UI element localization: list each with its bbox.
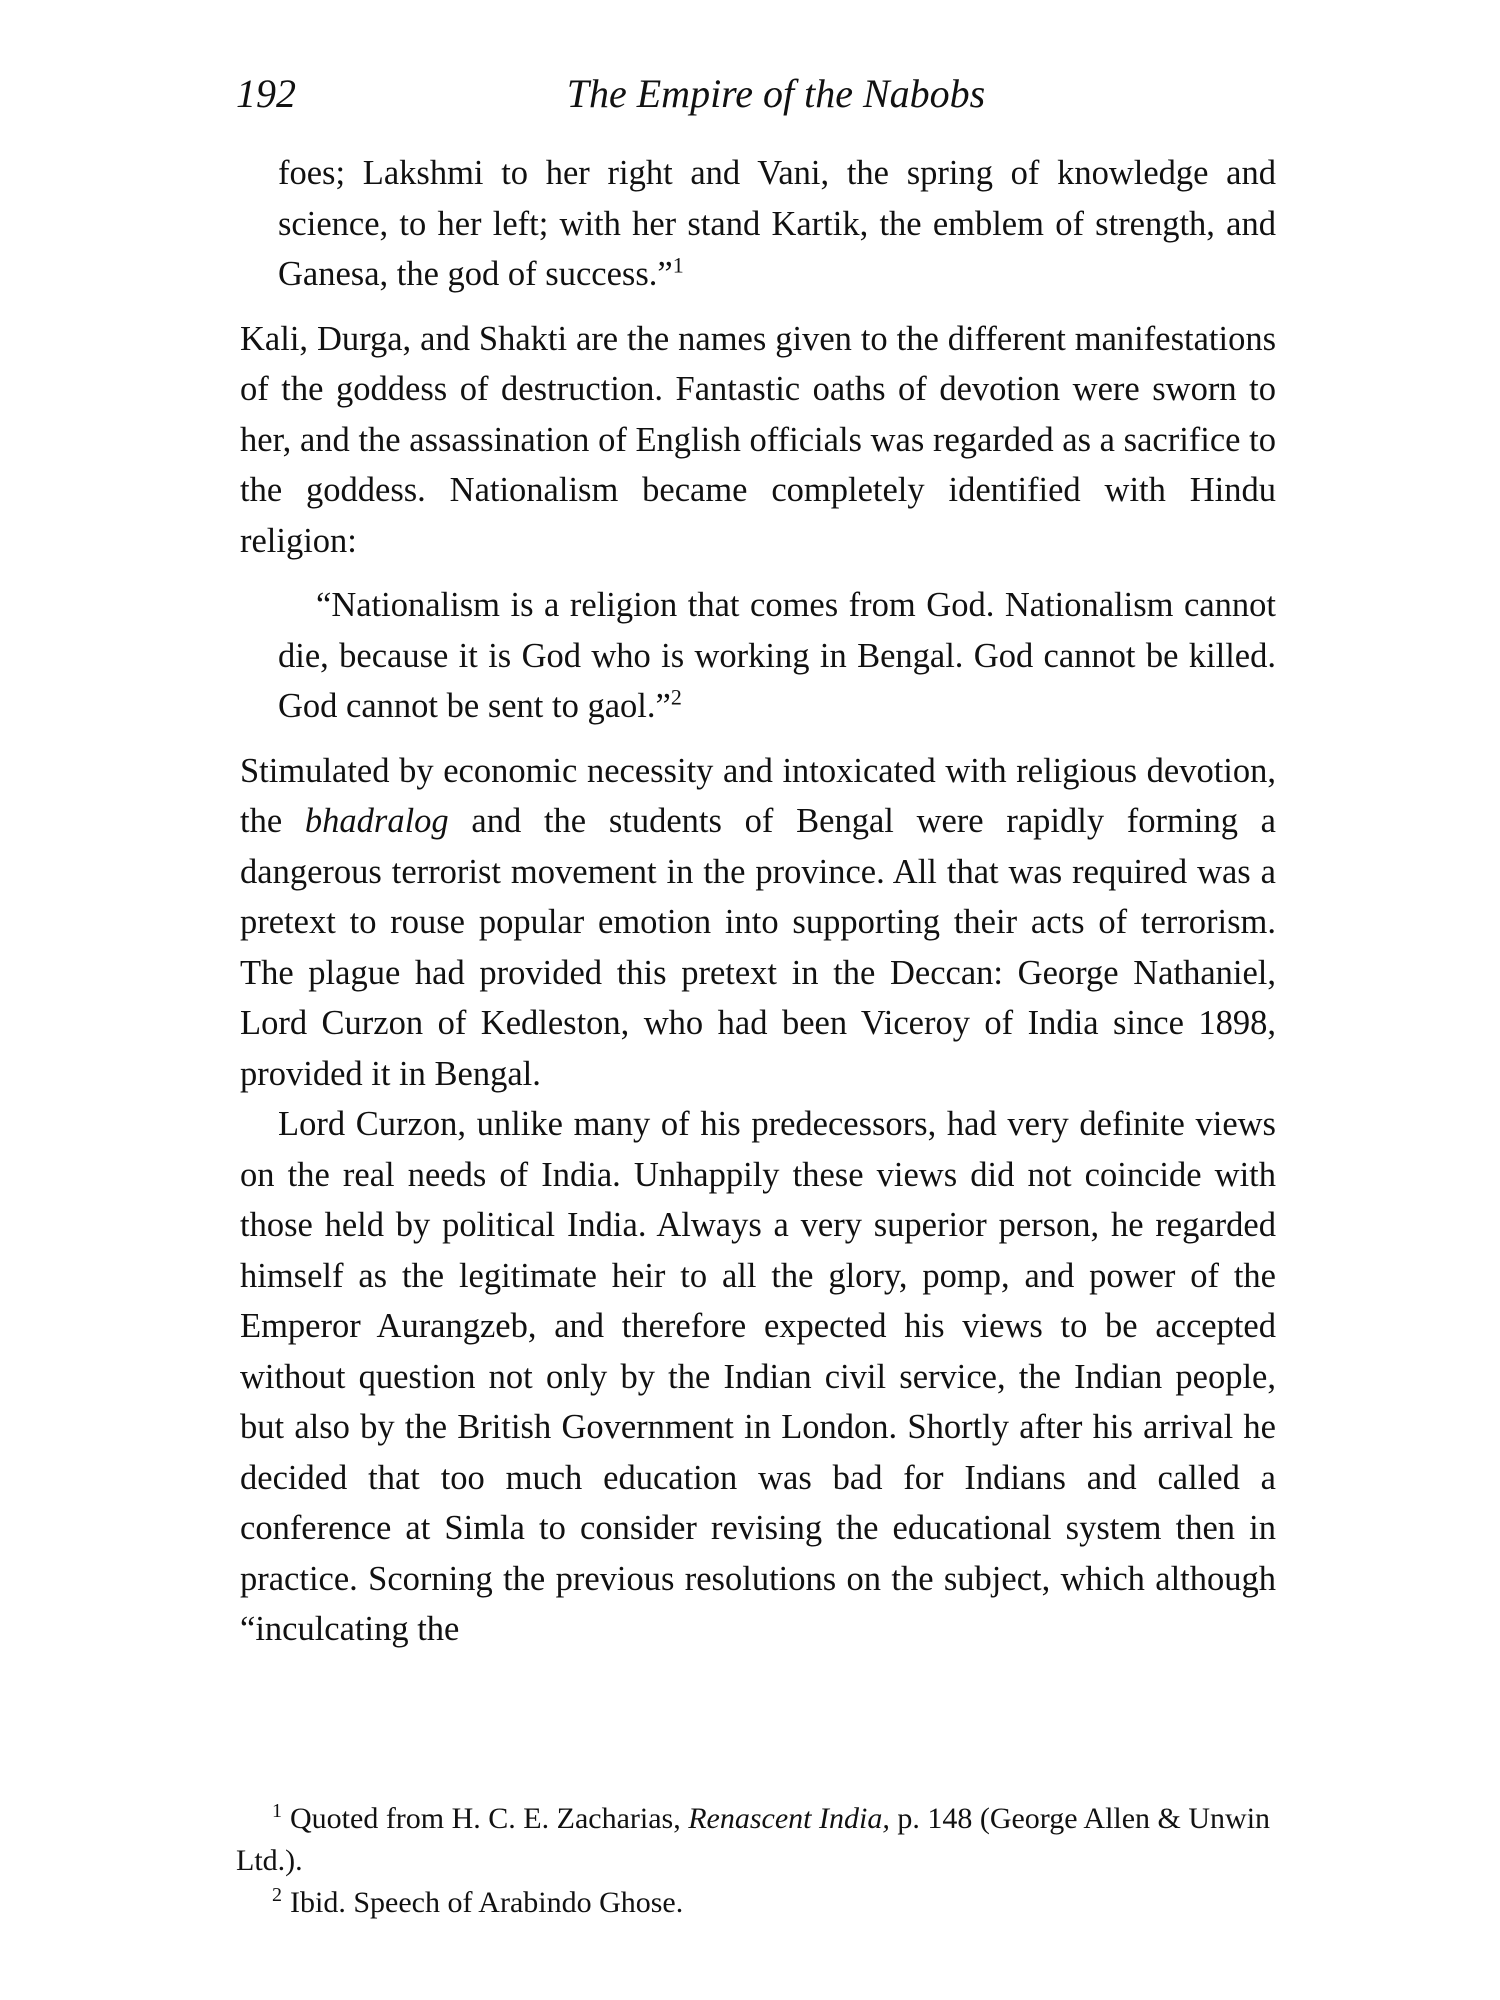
- paragraph-kali-durga-text: Kali, Durga, and Shakti are the names given to the different manifestations of the goddess of destruction. Fantastic oaths of devotion were sworn to her, and the assassination of English officials was regarded as a sacrifice to the goddess. Nationalism became completely identified with Hindu religion:: [240, 319, 1276, 560]
- footnote-2-mark: 2: [272, 1884, 282, 1906]
- footnote-1: [236, 1798, 1276, 1882]
- book-title: The Empire of the Nabobs: [566, 71, 986, 116]
- footnote-2: [236, 1882, 1276, 1924]
- footnotes: [236, 1798, 1276, 1924]
- paragraph-stimulated-after: and the students of Bengal were rapidly forming a dangerous terrorist movement in the province. All that was required was a pretext to rouse popular emotion into supporting their acts of terrorism. The plague had provided this pretext in the Deccan: George Nathaniel, Lord Curzon of Kedleston, who had been Viceroy of India since 1898, provided it in Bengal.: [240, 802, 1276, 1093]
- paragraph-lord-curzon-text: Lord Curzon, unlike many of his predecessors, had very definite views on the real needs of India. Unhappily these views did not coincide with those held by political India. Always a very superior person, he regarded himself as the legitimate heir to all the glory, pomp, and power of the Emperor Aurangzeb, and therefore expected his views to be accepted without question not only by the Indian civil service, the Indian people, but also by the British Government in London. Shortly after his arrival he decided that too much education was bad for Indians and called a conference at Simla to consider revising the educational system then in practice. Scorning the previous resolutions on the subject, which although “inculcating the: [240, 1105, 1276, 1648]
- paragraph-kali-durga: [240, 314, 1276, 567]
- footnote-1-mark: 1: [272, 1800, 282, 1822]
- footnote-ref-2[interactable]: 2: [670, 684, 682, 710]
- block-quote-2-text: “Nationalism is a religion that comes from God. Nationalism cannot die, because it is God who is working in Bengal. God cannot be killed. God cannot be sent to gaol.”: [278, 586, 1276, 725]
- paragraph-lord-curzon: [240, 1099, 1276, 1655]
- footnote-1-after: p. 148 (George Allen & Unwin Ltd.).: [236, 1802, 1271, 1877]
- paragraph-stimulated: [240, 746, 1276, 1100]
- footnote-ref-1[interactable]: 1: [672, 252, 684, 278]
- footnote-1-italic: Renascent India,: [688, 1802, 890, 1835]
- block-quote-1: [278, 148, 1276, 300]
- footnote-2-text: Ibid. Speech of Arabindo Ghose.: [290, 1886, 684, 1919]
- paragraph-stimulated-before: Stimulated by economic necessity and intoxicated with religious devotion, the: [240, 751, 1276, 840]
- running-head: [236, 64, 1276, 124]
- page-number: 192: [236, 71, 296, 116]
- bhadralog-term: bhadralog: [304, 802, 449, 840]
- block-quote-2: [278, 580, 1276, 732]
- block-quote-1-text: foes; Lakshmi to her right and Vani, the spring of knowledge and science, to her left; with her stand Kartik, the emblem of strength, and Ganesa, the god of success.”: [278, 154, 1276, 293]
- footnote-1-before: Quoted from H. C. E. Zacharias,: [290, 1802, 689, 1835]
- body-text: [240, 148, 1276, 1655]
